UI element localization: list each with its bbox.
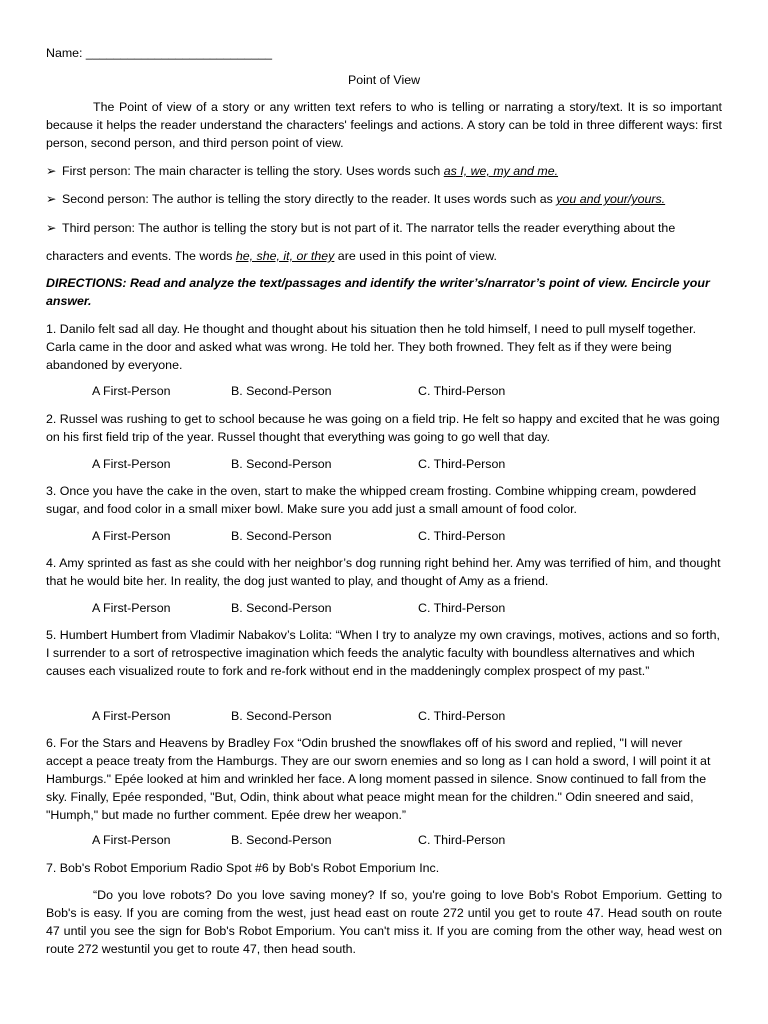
question-1: 1. Danilo felt sad all day. He thought and thought about his situation then he told himself, I need to pull myself together. Carla came in the door and asked what was wrong. He told her. They both frowned. They felt as if they were being abandoned by everyone. xyxy=(46,322,697,372)
bullet-text: First person: The main character is telling the story. Uses words such xyxy=(62,164,444,178)
choice-third-person[interactable]: C. Third-Person xyxy=(418,601,506,615)
answer-choices xyxy=(0,527,768,545)
answer-choices xyxy=(0,455,768,473)
choice-third-person[interactable]: C. Third-Person xyxy=(418,457,506,471)
bullet-second-person xyxy=(46,190,722,208)
bullet-example-words: you and your/yours. xyxy=(556,192,666,206)
directions: DIRECTIONS: Read and analyze the text/passages and identify the writer’s/narrator’s point of view. Encircle your answer. xyxy=(46,276,710,308)
choice-third-person[interactable]: C. Third-Person xyxy=(418,709,506,723)
page-title: Point of View xyxy=(347,73,421,87)
choice-second-person[interactable]: B. Second-Person xyxy=(231,384,332,398)
choice-second-person[interactable]: B. Second-Person xyxy=(231,833,332,847)
arrow-bullet-icon: ➢ xyxy=(46,164,57,178)
intro-paragraph: The Point of view of a story or any written text refers to who is telling or narrating a story/text. It is so important because it helps the reader understand the characters' feelings and actions. A story can be told in three different ways: first person, second person, and third person point of view. xyxy=(46,100,722,150)
choice-first-person[interactable]: A First-Person xyxy=(92,601,171,615)
choice-third-person[interactable]: C. Third-Person xyxy=(418,529,506,543)
answer-choices xyxy=(0,831,768,849)
arrow-bullet-icon: ➢ xyxy=(46,192,57,206)
bullet-first-person xyxy=(46,162,722,180)
answer-choices xyxy=(0,382,768,400)
choice-third-person[interactable]: C. Third-Person xyxy=(418,384,506,398)
choice-first-person[interactable]: A First-Person xyxy=(92,833,171,847)
choice-first-person[interactable]: A First-Person xyxy=(92,529,171,543)
choice-second-person[interactable]: B. Second-Person xyxy=(231,457,332,471)
question-7-passage: “Do you love robots? Do you love saving money? If so, you're going to love Bob's Robot Emporium. Getting to Bob's is easy. If you are coming from the west, just head east on route 272 until you get to route 47. Head south on route 47 until you see the sign for Bob's Robot Emporium. You can't miss it. If you are coming from the other way, head west on route 272 westuntil you get to route 47, then head south. xyxy=(46,888,722,956)
answer-choices xyxy=(0,599,768,617)
choice-first-person[interactable]: A First-Person xyxy=(92,709,171,723)
choice-second-person[interactable]: B. Second-Person xyxy=(231,529,332,543)
choice-first-person[interactable]: A First-Person xyxy=(92,457,171,471)
question-7: 7. Bob's Robot Emporium Radio Spot #6 by Bob's Robot Emporium Inc. xyxy=(46,861,440,875)
bullet-text: Second person: The author is telling the story directly to the reader. It uses words such as xyxy=(62,192,557,206)
bullet-third-person xyxy=(46,219,722,237)
name-field-label: Name: ___________________________ xyxy=(46,46,272,60)
arrow-bullet-icon: ➢ xyxy=(46,221,57,235)
choice-first-person[interactable]: A First-Person xyxy=(92,384,171,398)
bullet-example-words: as I, we, my and me. xyxy=(443,164,559,178)
answer-choices xyxy=(0,707,768,725)
question-5: 5. Humbert Humbert from Vladimir Nabakov’s Lolita: “When I try to analyze my own cravings, motives, actions and so forth, I surrender to a sort of retrospective imagination which feeds the analytic faculty with boundless alternatives and which causes each visualized route to fork and re-fork without end in the maddeningly complex prospect of my past.” xyxy=(46,628,720,678)
question-6: 6. For the Stars and Heavens by Bradley Fox “Odin brushed the snowflakes off of his sword and replied, "I will never accept a peace treaty from the Hamburgs. They are our sworn enemies and so long as I can hold a sword, I will point it at Hamburgs." Epée looked at him and wrinkled her face. A long moment passed in silence. Snow continued to fall from the sky. Finally, Epée responded, "But, Odin, think about what peace might mean for the children." Odin sneered and said, "Humph," but made no further comment. Epée drew her weapon.” xyxy=(46,736,711,822)
question-3: 3. Once you have the cake in the oven, start to make the whipped cream frosting. Combine whipping cream, powdered sugar, and food color in a small mixer bowl. Make sure you add just a small amount of food color. xyxy=(46,484,697,516)
bullet-text: Third person: The author is telling the story but is not part of it. The narrator tells the reader everything about the xyxy=(62,221,676,235)
question-4: 4. Amy sprinted as fast as she could with her neighbor’s dog running right behind her. Amy was terrified of him, and thought that he would bite her. In reality, the dog just wanted to play, and thought of Amy as a friend. xyxy=(46,556,721,588)
bullet-third-person-continued: characters and events. The words he, she, it, or they are used in this point of view. xyxy=(46,249,497,263)
bullet-example-words: he, she, it, or they xyxy=(235,249,335,263)
choice-second-person[interactable]: B. Second-Person xyxy=(231,709,332,723)
choice-third-person[interactable]: C. Third-Person xyxy=(418,833,506,847)
choice-second-person[interactable]: B. Second-Person xyxy=(231,601,332,615)
question-2: 2. Russel was rushing to get to school because he was going on a field trip. He felt so happy and excited that he was going on his first field trip of the year. Russel thought that everything was going to go well that day. xyxy=(46,412,720,444)
